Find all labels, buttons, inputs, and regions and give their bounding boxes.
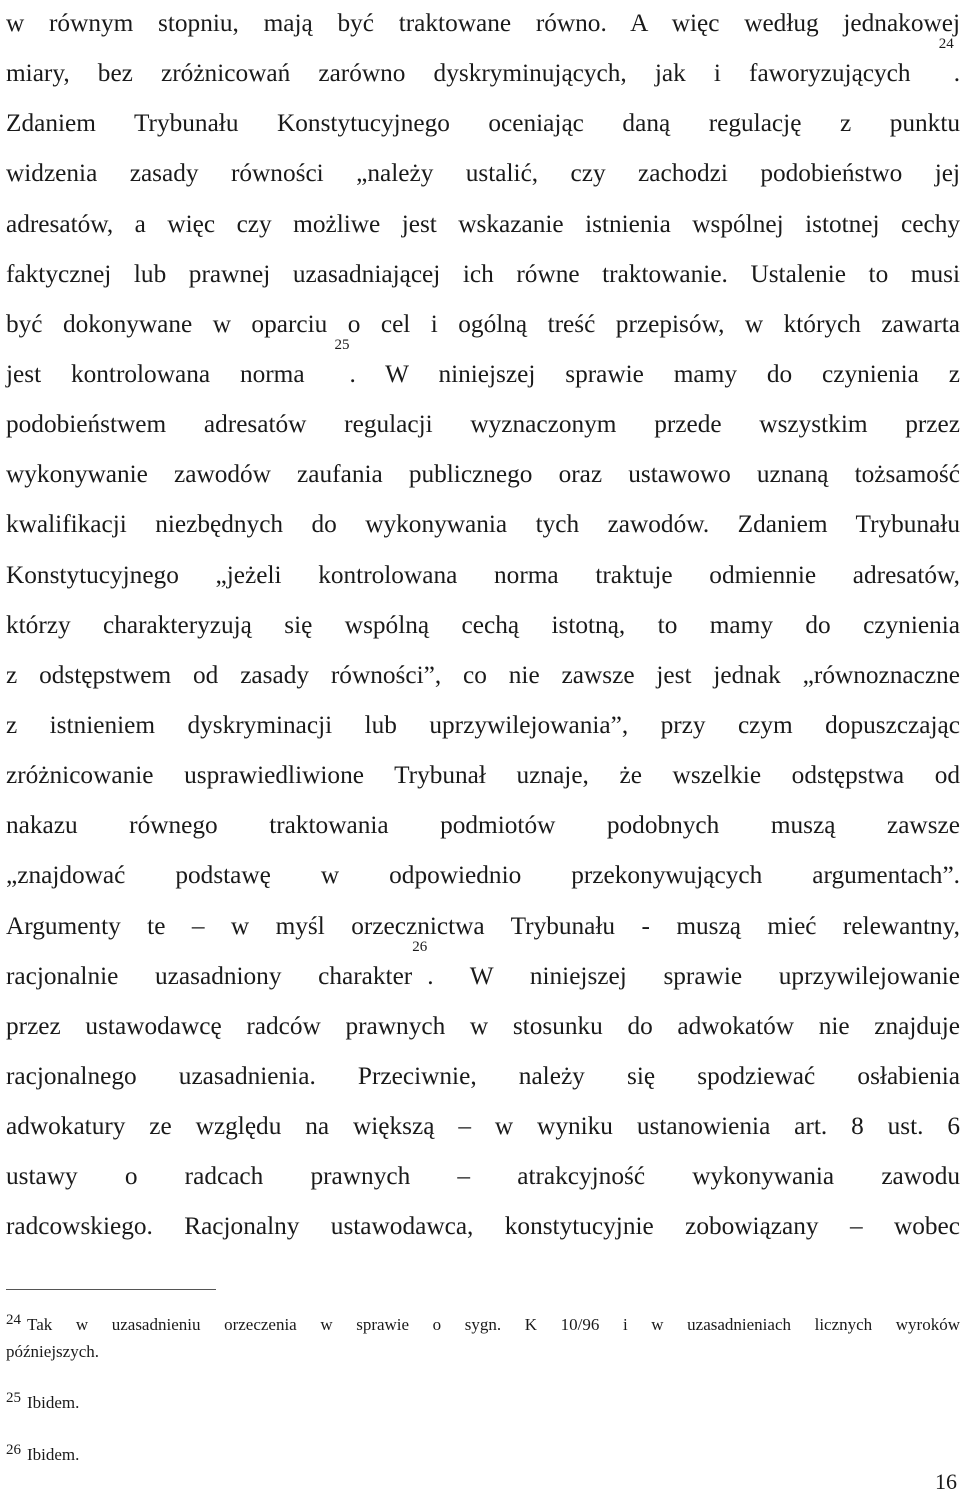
text-line: Zdaniem Trybunału Konstytucyjnego oceniając daną regulację z punktu: [6, 109, 960, 138]
footnote-number: 24: [6, 1312, 21, 1328]
footnote-25: [6, 1390, 960, 1417]
text-line-content: racjonalnie uzasadniony charakter: [6, 961, 413, 990]
text-line: z odstępstwem od zasady równości”, co nie zawsze jest jednak „równoznaczne: [6, 660, 960, 689]
text-line: być dokonywane w oparciu o cel i ogólną treść przepisów, w których zawarta: [6, 309, 960, 338]
text-line: kwalifikacji niezbędnych do wykonywania tych zawodów. Zdaniem Trybunału: [6, 510, 960, 539]
page-number: 16: [935, 1469, 957, 1494]
text-line-content: jest kontrolowana norma: [6, 359, 305, 388]
text-line: przez ustawodawcę radców prawnych w stosunku do adwokatów nie znajduje: [6, 1011, 960, 1040]
text-line: nakazu równego traktowania podmiotów podobnych muszą zawsze: [6, 811, 960, 840]
footnote-ref-26[interactable]: 26: [412, 938, 428, 955]
text-line: radcowskiego. Racjonalny ustawodawca, konstytucyjnie zobowiązany – wobec: [6, 1212, 960, 1241]
footnote-26: [6, 1442, 960, 1469]
text-line: [6, 336, 960, 399]
footnote-number: 25: [6, 1390, 21, 1406]
text-line: ustawy o radcach prawnych – atrakcyjność wykonywania zawodu: [6, 1162, 960, 1191]
text-line: „znajdować podstawę w odpowiednio przekonywujących argumentach”.: [6, 861, 960, 890]
footnote-ref-24[interactable]: 24: [938, 36, 954, 53]
text-line: [6, 938, 960, 1001]
body-text: [6, 0, 960, 1252]
footnote-text: Tak w uzasadnieniu orzeczenia w sprawie o sygn. K 10/96 i w uzasadnieniach licznych wyroków: [27, 1315, 960, 1334]
footnote-separator: [6, 1289, 216, 1290]
text-line-tail: .: [953, 59, 960, 88]
text-line: adresatów, a więc czy możliwe jest wskazanie istnienia wspólnej istotnej cechy: [6, 209, 960, 238]
text-line: z istnieniem dyskryminacji lub uprzywilejowania”, przy czym dopuszczając: [6, 710, 960, 739]
text-line: faktycznej lub prawnej uzasadniającej ich równe traktowanie. Ustalenie to musi: [6, 259, 960, 288]
text-line-tail: . W niniejszej sprawie mamy do czynienia z: [349, 359, 960, 388]
footnote-ref-25[interactable]: 25: [334, 336, 350, 353]
footnote-number: 26: [6, 1442, 21, 1458]
footnote-text: Ibidem.: [27, 1393, 80, 1412]
text-line: w równym stopniu, mają być traktowane równo. A więc według jednakowej: [6, 9, 960, 37]
text-line: którzy charakteryzują się wspólną cechą istotną, to mamy do czynienia: [6, 610, 960, 639]
text-line: wykonywanie zawodów zaufania publicznego oraz ustawowo uznaną tożsamość: [6, 460, 960, 489]
footnote-text: Ibidem.: [27, 1445, 80, 1464]
text-line: Argumenty te – w myśl orzecznictwa Trybunału - muszą mieć relewantny,: [6, 911, 960, 940]
text-line: podobieństwem adresatów regulacji wyznaczonym przede wszystkim przez: [6, 410, 960, 439]
footnote-text: późniejszych.: [6, 1342, 99, 1361]
text-line: [6, 36, 960, 98]
text-line: widzenia zasady równości „należy ustalić, czy zachodzi podobieństwo jej: [6, 159, 960, 188]
text-line: adwokatury ze względu na większą – w wyniku ustanowienia art. 8 ust. 6: [6, 1112, 960, 1141]
text-line: zróżnicowanie usprawiedliwione Trybunał uznaje, że wszelkie odstępstwa od: [6, 761, 960, 790]
text-line-content: miary, bez zróżnicowań zarówno dyskryminujących, jak i faworyzujących: [6, 59, 911, 88]
footnote-line: [6, 1312, 960, 1339]
text-line: racjonalnego uzasadnienia. Przeciwnie, należy się spodziewać osłabienia: [6, 1061, 960, 1090]
text-line-tail: . W niniejszej sprawie uprzywilejowanie: [427, 961, 960, 990]
text-line: Konstytucyjnego „jeżeli kontrolowana norma traktuje odmiennie adresatów,: [6, 560, 960, 589]
footnote-24: [6, 1312, 960, 1365]
